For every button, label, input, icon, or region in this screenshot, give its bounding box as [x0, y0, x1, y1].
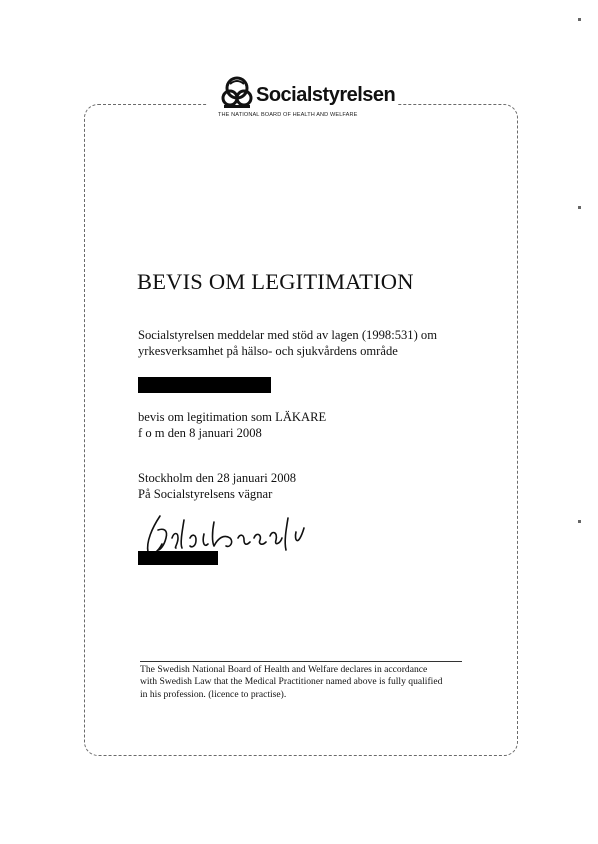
intro-line: yrkesverksamhet på hälso- och sjukvårdens område — [138, 344, 398, 358]
redacted-recipient-name — [138, 377, 271, 393]
certificate-line: bevis om legitimation som LÄKARE — [138, 410, 327, 424]
intro-line: Socialstyrelsen meddelar med stöd av lagen (1998:531) om — [138, 328, 438, 342]
place-date: Stockholm den 28 januari 2008 — [138, 471, 297, 485]
footer-rule — [140, 661, 462, 662]
certificate-line: f o m den 8 januari 2008 — [138, 426, 262, 440]
scan-speck — [578, 520, 581, 523]
english-note-line: with Swedish Law that the Medical Practitioner named above is fully qualified — [140, 676, 443, 688]
english-note-line: The Swedish National Board of Health and Welfare declares in accordance — [140, 664, 428, 675]
redacted-signatory-name — [138, 551, 218, 565]
english-note-line: in his profession. (licence to practise). — [140, 688, 287, 700]
logo-name: Socialstyrelsen — [256, 84, 396, 106]
document-title: BEVIS OM LEGITIMATION — [137, 269, 414, 294]
on-behalf-line: På Socialstyrelsens vägnar — [138, 487, 273, 501]
english-note — [140, 664, 442, 701]
socialstyrelsen-logo — [208, 72, 398, 124]
socialstyrelsen-emblem-icon — [220, 74, 254, 110]
scan-speck — [578, 18, 581, 21]
logo-subtitle: THE NATIONAL BOARD OF HEALTH AND WELFARE — [218, 112, 358, 118]
scan-speck — [578, 206, 581, 209]
